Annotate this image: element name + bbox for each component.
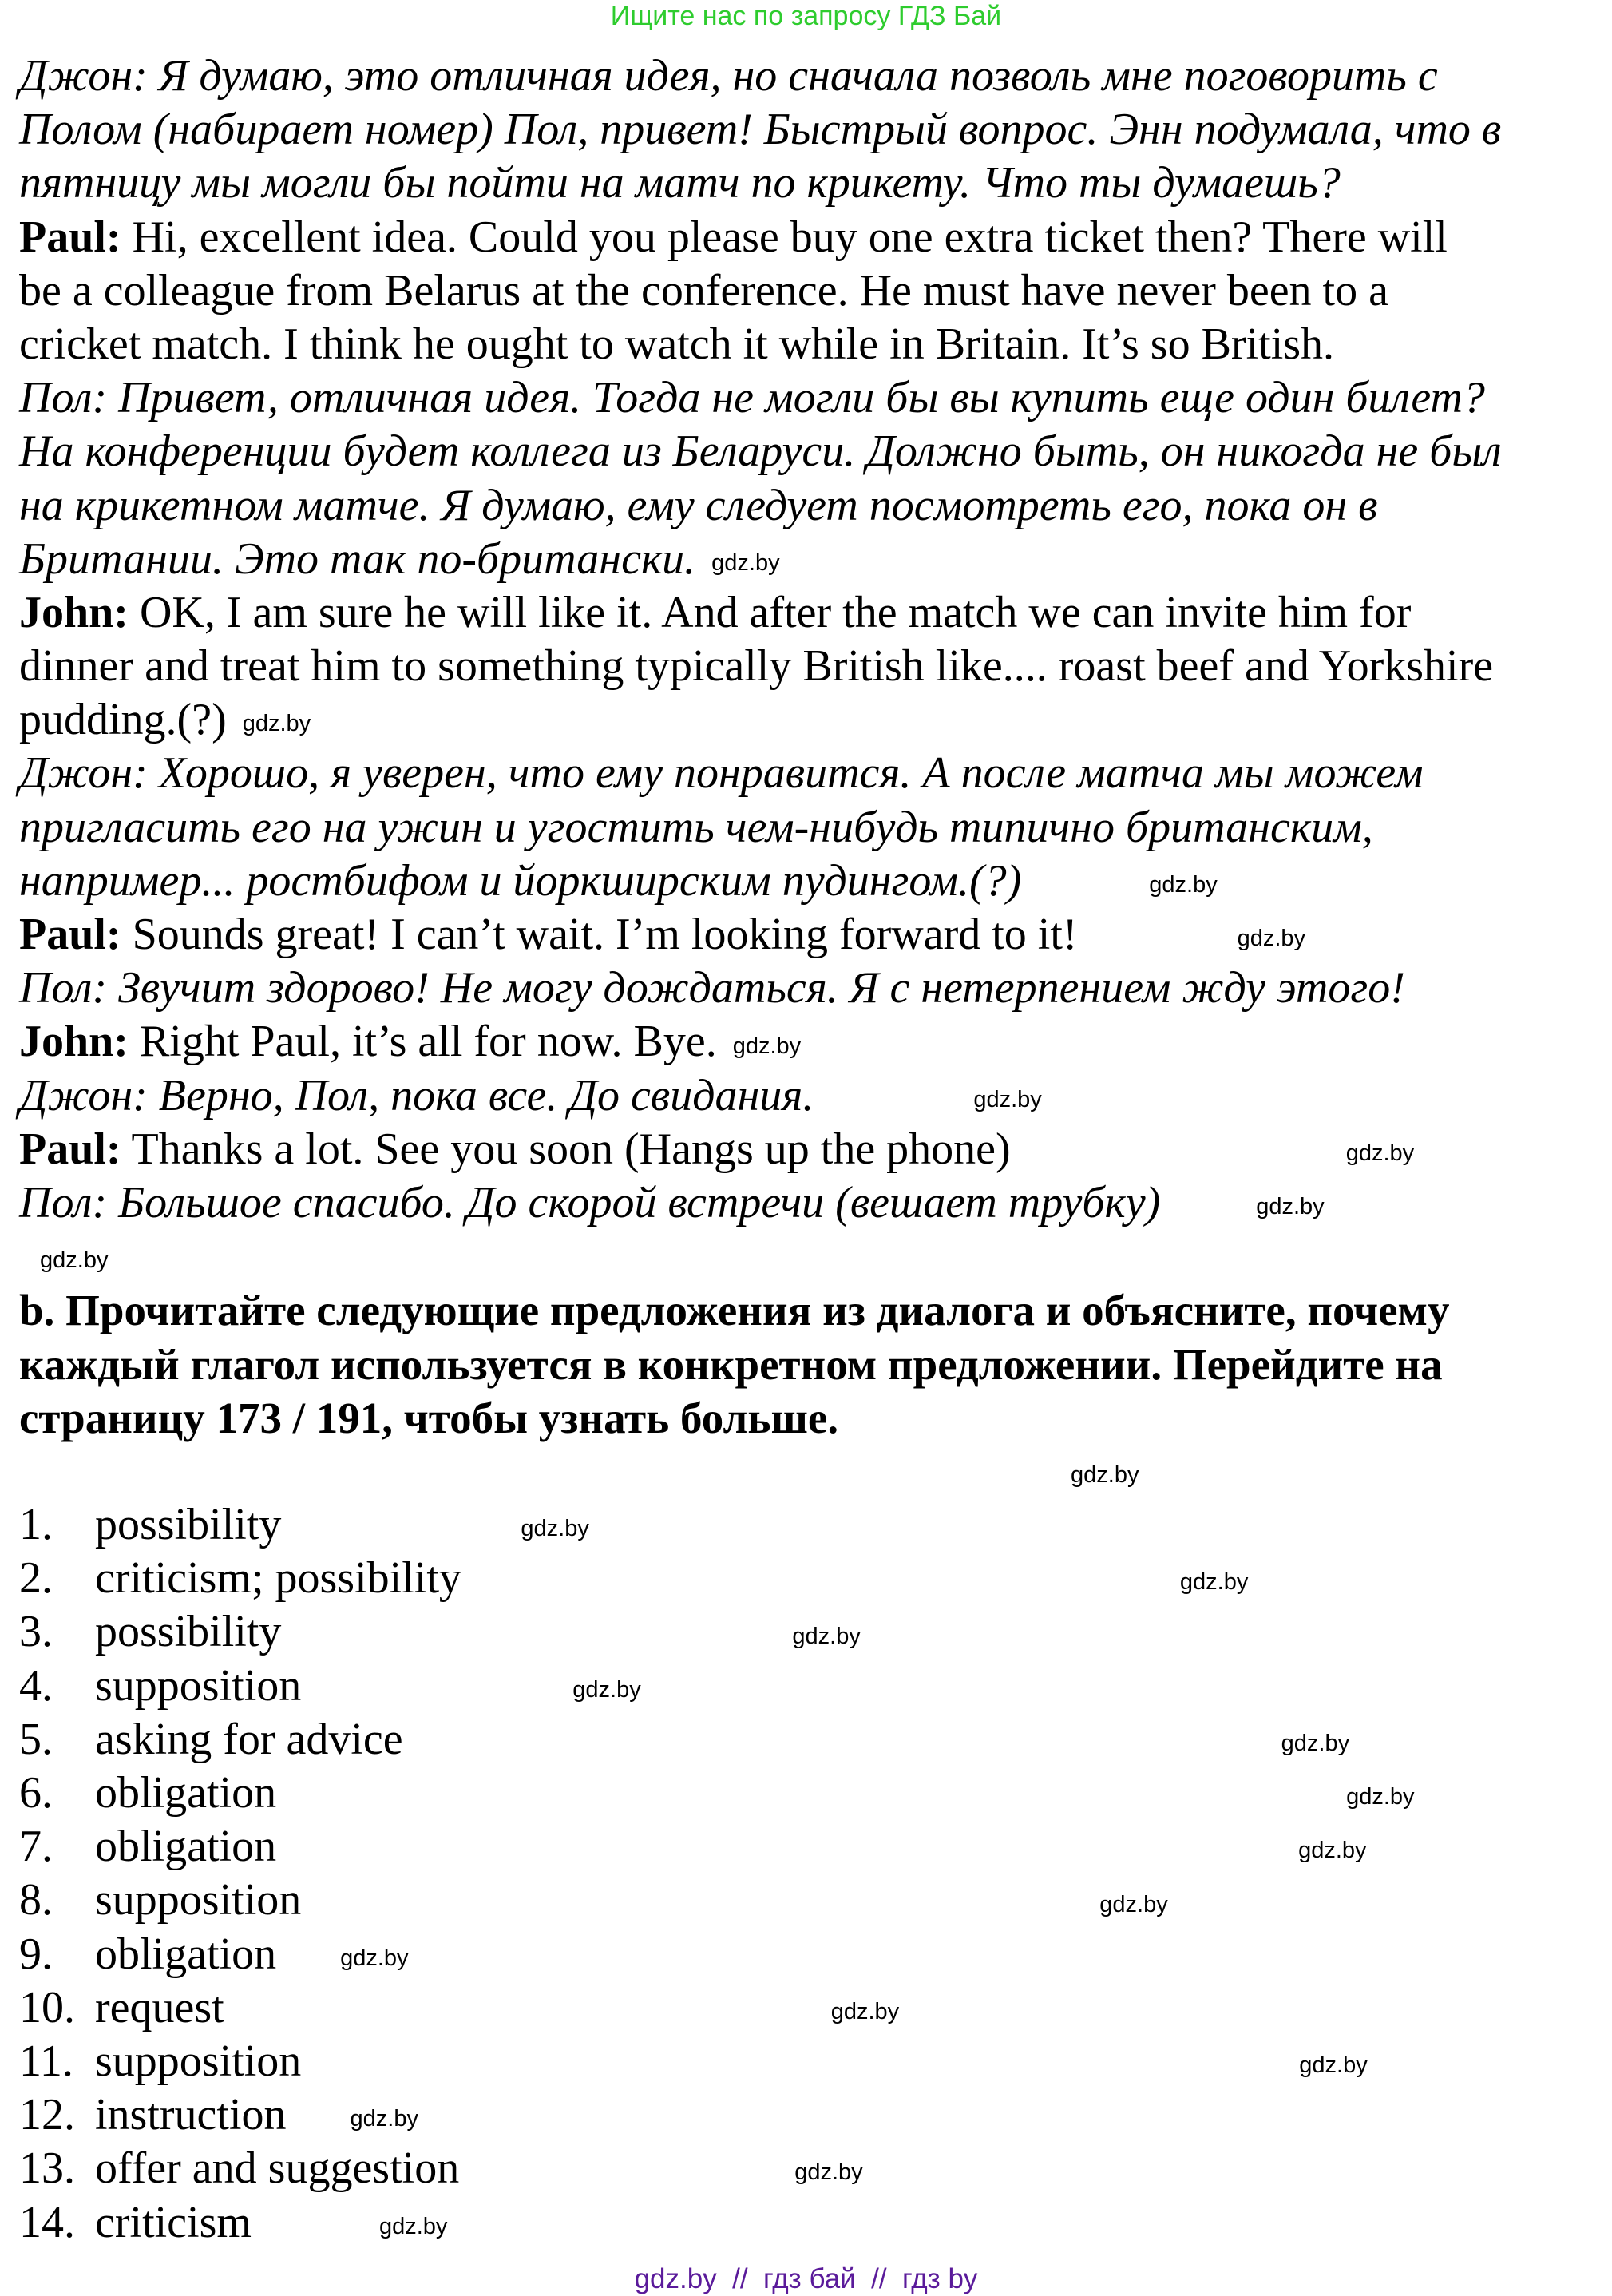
dialogue-line	[19, 855, 1502, 908]
answer-text: criticism; possibility	[95, 1553, 461, 1604]
answer-text: obligation	[95, 1822, 277, 1872]
answer-number: 12.	[19, 2090, 75, 2140]
spacer	[19, 1445, 1502, 1498]
line-text: OK, I am sure he will like it. And after the match we can invite him for	[128, 587, 1412, 637]
dialogue-line	[19, 1069, 1502, 1123]
watermark: gdz.by	[340, 1945, 409, 1971]
watermark: gdz.by	[794, 2159, 863, 2186]
answer-text: asking for advice	[95, 1714, 403, 1764]
line-text: Sounds great! I can’t wait. I’m looking forward to it!	[121, 910, 1078, 959]
watermark: gdz.by	[711, 549, 780, 576]
answer-item	[19, 1660, 1502, 1713]
document-body	[19, 50, 1502, 2250]
answer-item	[19, 1498, 1502, 1552]
watermark: gdz.by	[1149, 871, 1218, 898]
watermark: gdz.by	[40, 1247, 109, 1274]
task-heading: каждый глагол используется в конкретном предложении. Перейдите на	[19, 1339, 1443, 1389]
dialogue-line: dinner and treat him to something typically British like.... roast beef and Yorkshire	[19, 641, 1494, 692]
watermark: gdz.by	[1298, 1838, 1367, 1864]
answer-item	[19, 2035, 1502, 2088]
speaker-label: Paul:	[19, 1124, 121, 1174]
dialogue-line	[19, 1123, 1502, 1176]
task-heading: b. Прочитайте следующие предложения из диалога и объясните, почему	[19, 1286, 1450, 1335]
footer-links: gdz.by // гдз бай // гдз by	[634, 2263, 978, 2294]
answer-text: criticism	[95, 2197, 252, 2247]
task-heading: страницу 173 / 191, чтобы узнать больше.	[19, 1393, 839, 1442]
watermark: gdz.by	[792, 1623, 861, 1649]
answer-text: request	[95, 1982, 224, 2032]
watermark: gdz.by	[1345, 1140, 1415, 1166]
dialogue-line	[19, 1176, 1502, 1230]
watermark: gdz.by	[1099, 1891, 1168, 1917]
answer-text: possibility	[95, 1500, 282, 1550]
answer-text: supposition	[95, 2036, 302, 2086]
answer-number: 6.	[19, 1768, 53, 1818]
watermark: gdz.by	[1299, 2052, 1368, 2079]
line-text: Британии. Это так по-британски.	[19, 533, 696, 584]
dialogue-line: Пол: Звучит здорово! Не могу дождаться. Я с нетерпением жду этого!	[19, 963, 1405, 1013]
answer-item	[19, 2142, 1502, 2195]
answer-item	[19, 1928, 1502, 1981]
watermark: gdz.by	[1281, 1730, 1350, 1756]
answer-number: 9.	[19, 1929, 53, 1979]
line-text: pudding.(?)	[19, 695, 227, 745]
answer-number: 7.	[19, 1822, 53, 1872]
answer-text: offer and suggestion	[95, 2143, 460, 2194]
answer-item	[19, 1552, 1502, 1605]
dialogue-line: на крикетном матче. Я думаю, ему следует посмотреть его, пока он в	[19, 480, 1378, 530]
speaker-label: Paul:	[19, 910, 121, 959]
answer-item	[19, 1767, 1502, 1820]
answer-number: 8.	[19, 1875, 53, 1925]
line-text: Right Paul, it’s all for now. Bye.	[128, 1017, 717, 1067]
answer-number: 11.	[19, 2036, 73, 2086]
watermark: gdz.by	[1256, 1194, 1325, 1220]
dialogue-line: cricket match. I think he ought to watch it while in Britain. It’s so British.	[19, 319, 1335, 369]
answer-item	[19, 1713, 1502, 1767]
watermark: gdz.by	[572, 1676, 641, 1703]
answer-text: obligation	[95, 1768, 277, 1818]
answer-number: 5.	[19, 1714, 53, 1764]
spacer	[19, 1230, 1502, 1283]
watermark: gdz.by	[378, 2213, 448, 2239]
watermark: gdz.by	[732, 1033, 802, 1059]
line-text: например... ростбифом и йоркширским пудингом.(?)	[19, 855, 1022, 906]
answer-item	[19, 1874, 1502, 1927]
dialogue-line: пригласить его на ужин и угостить чем-нибудь типично британским,	[19, 802, 1373, 852]
line-text: Hi, excellent idea. Could you please buy one extra ticket then? There will	[121, 212, 1448, 262]
answer-item	[19, 1981, 1502, 2035]
line-text: Джон: Верно, Пол, пока все. До свидания.	[19, 1070, 814, 1120]
answer-number: 3.	[19, 1607, 53, 1657]
answer-number: 14.	[19, 2197, 75, 2247]
dialogue-line	[19, 908, 1502, 962]
answer-text: supposition	[95, 1875, 302, 1925]
watermark: gdz.by	[1179, 1569, 1249, 1596]
dialogue-line: пятницу мы могли бы пойти на матч по крикету. Что ты думаешь?	[19, 158, 1341, 208]
answer-item	[19, 1605, 1502, 1659]
dialogue-line: На конференции будет коллега из Беларуси. Должно быть, он никогда не был	[19, 426, 1502, 477]
speaker-label: John:	[19, 587, 129, 637]
dialogue-line	[19, 586, 1502, 640]
speaker-label: John:	[19, 1017, 129, 1067]
answer-item	[19, 2196, 1502, 2250]
answer-number: 4.	[19, 1660, 53, 1711]
line-text: Пол: Большое спасибо. До скорой встречи (вешает трубку)	[19, 1177, 1161, 1227]
answer-text: supposition	[95, 1660, 302, 1711]
answer-item	[19, 1820, 1502, 1874]
watermark: gdz.by	[973, 1086, 1042, 1112]
dialogue-line	[19, 693, 1502, 747]
answer-number: 2.	[19, 1553, 53, 1604]
dialogue-line: Полом (набирает номер) Пол, привет! Быстрый вопрос. Энн подумала, что в	[19, 105, 1502, 155]
dialogue-line	[19, 1015, 1502, 1069]
speaker-label: Paul:	[19, 212, 121, 262]
search-hint-banner: Ищите нас по запросу ГДЗ Бай	[610, 1, 1002, 31]
watermark: gdz.by	[1237, 926, 1306, 952]
dialogue-line: Джон: Хорошо, я уверен, что ему понравится. А после матча мы можем	[19, 748, 1424, 799]
answer-number: 13.	[19, 2143, 75, 2194]
dialogue-line: be a colleague from Belarus at the conference. He must have never been to a	[19, 265, 1388, 315]
answer-text: possibility	[95, 1607, 282, 1657]
watermark: gdz.by	[242, 711, 311, 737]
answer-item	[19, 2088, 1502, 2142]
dialogue-line: Джон: Я думаю, это отличная идея, но сначала позволь мне поговорить с	[19, 51, 1438, 101]
watermark: gdz.by	[1071, 1462, 1139, 1489]
watermark: gdz.by	[1346, 1784, 1415, 1810]
dialogue-line	[19, 211, 1502, 264]
dialogue-line	[19, 533, 1502, 586]
watermark: gdz.by	[521, 1516, 589, 1542]
answer-number: 1.	[19, 1500, 53, 1550]
answer-number: 10.	[19, 1982, 75, 2032]
answer-text: instruction	[95, 2090, 287, 2140]
watermark: gdz.by	[350, 2106, 418, 2132]
answer-text: obligation	[95, 1929, 277, 1979]
dialogue-line: Пол: Привет, отличная идея. Тогда не могли бы вы купить еще один билет?	[19, 373, 1485, 423]
line-text: Thanks a lot. See you soon (Hangs up the phone)	[121, 1124, 1011, 1174]
watermark: gdz.by	[830, 1998, 900, 2024]
